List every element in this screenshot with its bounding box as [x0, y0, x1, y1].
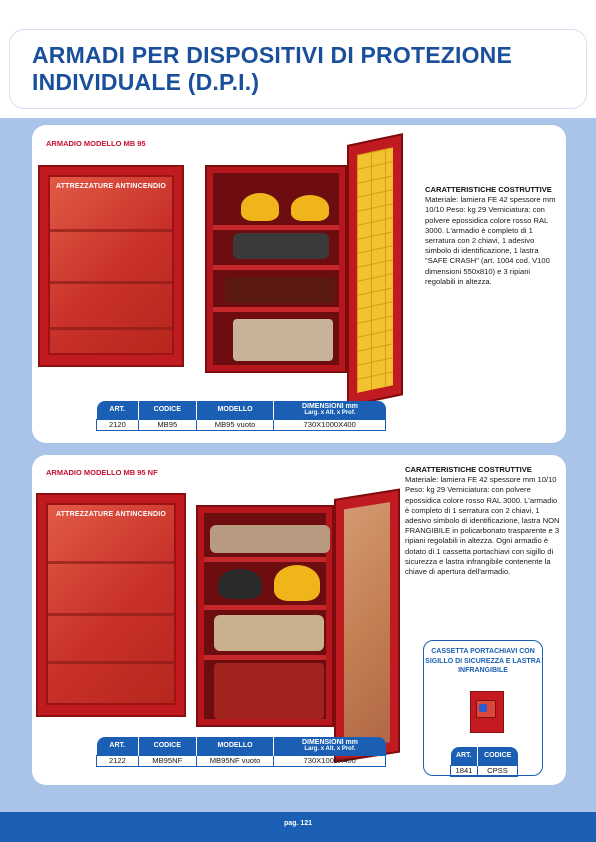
col-art: ART. [451, 747, 478, 765]
col-codice: CODICE [138, 737, 196, 755]
key-box-table [450, 747, 518, 777]
gear-icon [233, 233, 329, 259]
section-mb95 [32, 125, 566, 443]
mask-icon [218, 569, 262, 599]
col-dimensioni-sub: Larg. x Alt. x Prof. [304, 409, 356, 416]
cell-modello: MB95 vuoto [196, 419, 274, 430]
cell-codice: MB95NF [138, 755, 196, 766]
col-dimensioni [274, 737, 386, 755]
col-art: ART. [97, 737, 139, 755]
equipment-icon [233, 319, 333, 361]
open-cabinet-image [205, 165, 347, 373]
spec-table [96, 401, 386, 431]
cell-codice: MB95 [138, 419, 196, 430]
table-row [97, 755, 386, 766]
section-title: ARMADIO MODELLO MB 95 [46, 139, 146, 148]
description-heading: CARATTERISTICHE COSTRUTTIVE [425, 185, 552, 194]
cabinet-door-image [334, 489, 400, 763]
col-dimensioni [274, 401, 386, 419]
helmet-icon [291, 195, 329, 221]
col-codice: CODICE [477, 747, 517, 765]
col-dimensioni-label: DIMENSIONI mm [301, 738, 358, 746]
table-row [97, 419, 386, 430]
table-row [451, 765, 518, 776]
description-body: Materiale: lamiera FE 42 spessore mm 10/10 Peso: kg 29 Verniciatura: con polvere epossidica colore rosso RAL 3000. L'armadio è completo di 1 serratura con 2 chiavi, 1 adesivo simbolo di identificazione, lastra NON FRANGIBILE in policarbonato trasparente e 3 ripiani regolabili in altezza. Ogni armadio è dotato di 1 cassetta portachiavi con sigillo di sicurezza e lastra infrangibile contenente la chiave di apertura dell'armadio. [405, 475, 560, 577]
closed-cabinet-image [36, 493, 186, 717]
col-modello: MODELLO [196, 401, 274, 419]
col-dimensioni-sub: Larg. x Alt. x Prof. [304, 745, 356, 752]
description-heading: CARATTERISTICHE COSTRUTTIVE [405, 465, 532, 474]
page-title: ARMADI PER DISPOSITIVI DI PROTEZIONE INDIVIDUALE (D.P.I.) [32, 42, 513, 95]
cabinet-glass [46, 503, 176, 705]
col-codice: CODICE [138, 401, 196, 419]
cabinet-glass [48, 175, 174, 355]
col-modello: MODELLO [196, 737, 274, 755]
cabinet-label: ATTREZZATURE ANTINCENDIO [55, 511, 167, 518]
cell-art: 2120 [97, 419, 139, 430]
title-card [10, 30, 586, 108]
closed-cabinet-image [38, 165, 184, 367]
cell-modello: MB95NF vuoto [196, 755, 274, 766]
helmet-icon [241, 193, 279, 221]
section-title: ARMADIO MODELLO MB 95 NF [46, 468, 158, 477]
description [405, 465, 563, 577]
key-box-image [470, 691, 504, 733]
key-box-caption: CASSETTA PORTACHIAVI CON SIGILLO DI SICUREZZA E LASTRA INFRANGIBILE [425, 648, 541, 674]
key-icon [479, 704, 487, 712]
description-body: Materiale: lamiera FE 42 spessore mm 10/10 Peso: kg 29 Verniciatura: con polvere epossidica colore rosso RAL 3000. L'armadio è completo di 1 serratura con 2 chiavi, 1 adesivo simbolo di identificazione, 1 lastra "SAFE CRASH" (art. 1004 cod. V100 dimensioni 550x810) e 3 ripiani regolabili in altezza. [425, 195, 556, 286]
cell-dimensioni: 730X1000X400 [274, 755, 386, 766]
cell-art: 2122 [97, 755, 139, 766]
key-box-panel [423, 640, 543, 776]
page-number: pag. 121 [283, 820, 312, 827]
cabinet-door-image [347, 133, 403, 407]
description [425, 185, 558, 287]
spec-table [96, 737, 386, 767]
helmet-icon [274, 565, 320, 601]
col-art: ART. [97, 401, 139, 419]
cabinet-label: ATTREZZATURE ANTINCENDIO [55, 183, 167, 190]
cell-codice: CPSS [477, 765, 517, 776]
gloves-icon [210, 525, 330, 553]
col-dimensioni-label: DIMENSIONI mm [301, 402, 358, 410]
footer [0, 812, 596, 842]
gloves-icon [225, 277, 335, 303]
gloves-icon [214, 615, 324, 651]
cell-dimensioni: 730X1000X400 [274, 419, 386, 430]
cell-art: 1841 [451, 765, 478, 776]
equipment-icon [214, 663, 324, 719]
open-cabinet-image [196, 505, 334, 727]
